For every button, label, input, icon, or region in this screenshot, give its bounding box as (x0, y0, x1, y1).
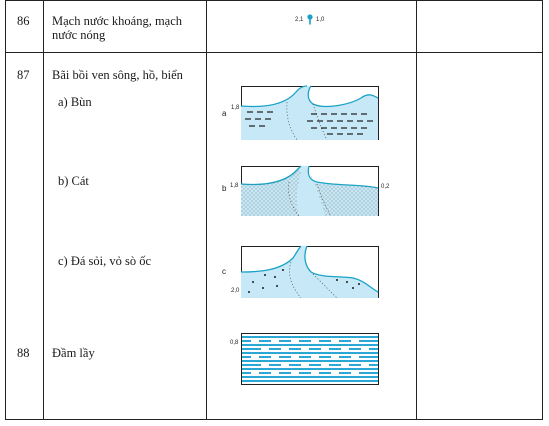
symbol-b-label-3: 0,2 (381, 184, 390, 190)
sand-label: b) Cát (58, 174, 89, 188)
mud-label: a) Bùn (58, 95, 92, 109)
row-87-number: 87 (17, 68, 30, 82)
symbol-swamp-label: 0,8 (230, 340, 239, 346)
spring-label-right: 1,0 (316, 17, 325, 23)
spring-label-left: 2,1 (295, 17, 304, 23)
spring-symbol (305, 14, 315, 26)
row-87-name: Bãi bồi ven sông, hồ, biển (52, 68, 183, 82)
col-divider-4 (542, 0, 543, 420)
symbol-a-label-1: 1,8 (231, 105, 240, 111)
symbol-a-letter: a (222, 109, 227, 118)
gravel-label: c) Đá sỏi, vỏ sò ốc (58, 254, 152, 268)
swamp-symbol (241, 333, 379, 385)
symbol-b-letter: b (222, 184, 227, 193)
sand-symbol (241, 166, 379, 216)
col-divider-3 (416, 0, 417, 420)
symbol-c-letter: c (222, 267, 226, 276)
col-divider-2 (206, 0, 207, 420)
row-86-name: Mạch nước khoáng, mạch nước nóng (52, 14, 183, 42)
gravel-symbol (241, 246, 379, 298)
row-86-number: 86 (17, 14, 30, 28)
table-border-bottom (5, 419, 543, 420)
row-88-number: 88 (17, 346, 30, 360)
row-divider (5, 52, 543, 53)
col-divider-0 (5, 0, 6, 420)
symbol-c-label-1: 2,0 (231, 288, 240, 294)
table-border-top (5, 0, 543, 1)
row-88-name: Đầm lầy (52, 346, 95, 360)
mud-symbol (241, 86, 379, 140)
symbol-b-label-1: 1,8 (230, 183, 239, 189)
col-divider-1 (43, 0, 44, 420)
